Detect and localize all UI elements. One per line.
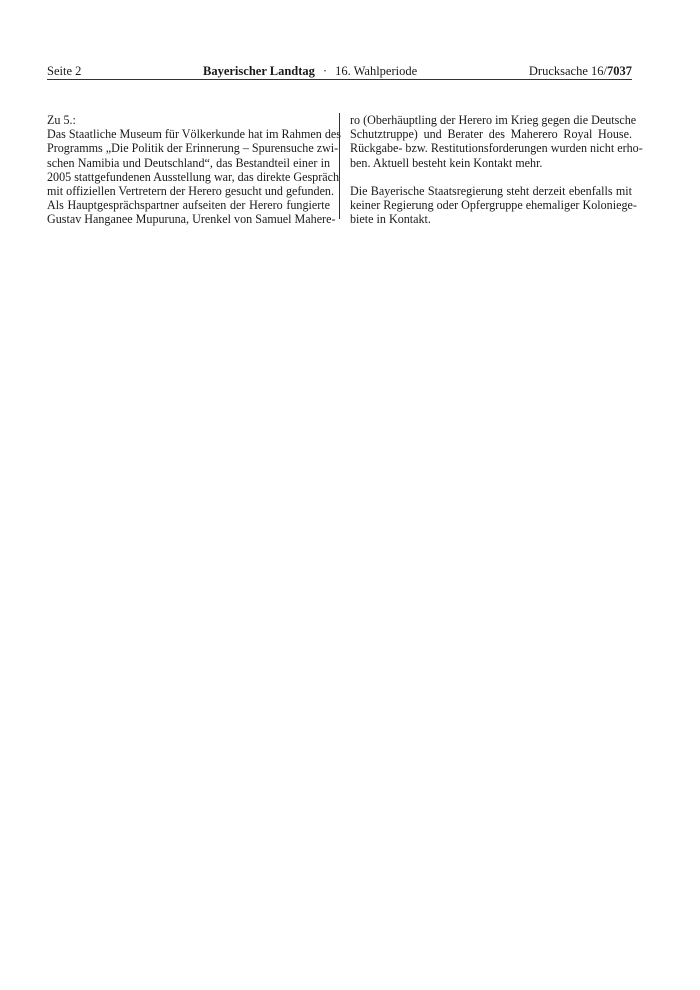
document-number-value: 7037 bbox=[607, 64, 632, 78]
text-line: schen Namibia und Deutschland“, das Bestandteil einer in bbox=[47, 155, 330, 170]
left-column bbox=[47, 113, 341, 227]
legislative-period: 16. Wahlperiode bbox=[335, 64, 418, 78]
page-header bbox=[47, 62, 632, 80]
text-line: Schutztruppe) und Berater des Maherero Royal House. bbox=[350, 127, 632, 142]
text-line: Als Hauptgesprächspartner aufseiten der Herero fungierte bbox=[47, 198, 330, 213]
text-line: Programms „Die Politik der Erinnerung – Spurensuche zwi- bbox=[47, 141, 339, 156]
document-number bbox=[529, 62, 632, 80]
text-line: Die Bayerische Staatsregierung steht derzeit ebenfalls mit bbox=[350, 183, 632, 198]
text-line: mit offiziellen Vertretern der Herero gesucht und gefunden. bbox=[47, 184, 335, 199]
government-statement-paragraph bbox=[350, 183, 637, 227]
column-divider bbox=[339, 113, 340, 219]
answer-heading: Zu 5.: bbox=[47, 113, 76, 127]
text-line: keiner Regierung oder Opfergruppe ehemaliger Koloniege- bbox=[350, 198, 637, 213]
text-line: biete in Kontakt. bbox=[350, 212, 431, 227]
parliament-title: Bayerischer Landtag bbox=[203, 64, 315, 78]
text-line: 2005 stattgefundenen Ausstellung war, das direkte Gespräch bbox=[47, 169, 340, 184]
text-line: ben. Aktuell besteht kein Kontakt mehr. bbox=[350, 155, 543, 170]
text-line: Rückgabe- bzw. Restitutionsforderungen wurden nicht erho- bbox=[350, 141, 643, 156]
page-number: Seite 2 bbox=[47, 64, 82, 78]
text-line: Das Staatliche Museum für Völkerkunde hat im Rahmen des bbox=[47, 127, 341, 142]
header-separator: · bbox=[322, 64, 328, 78]
text-line: ro (Oberhäuptling der Herero im Krieg gegen die Deutsche bbox=[350, 113, 637, 127]
right-column bbox=[350, 113, 643, 227]
continuation-paragraph bbox=[350, 113, 643, 170]
header-rule bbox=[47, 79, 632, 80]
header-center bbox=[203, 62, 417, 80]
document-number-prefix: Drucksache 16/ bbox=[528, 64, 607, 78]
text-line: Gustav Hanganee Mupuruna, Urenkel von Samuel Mahere- bbox=[47, 212, 336, 227]
answer-paragraph bbox=[47, 113, 341, 227]
